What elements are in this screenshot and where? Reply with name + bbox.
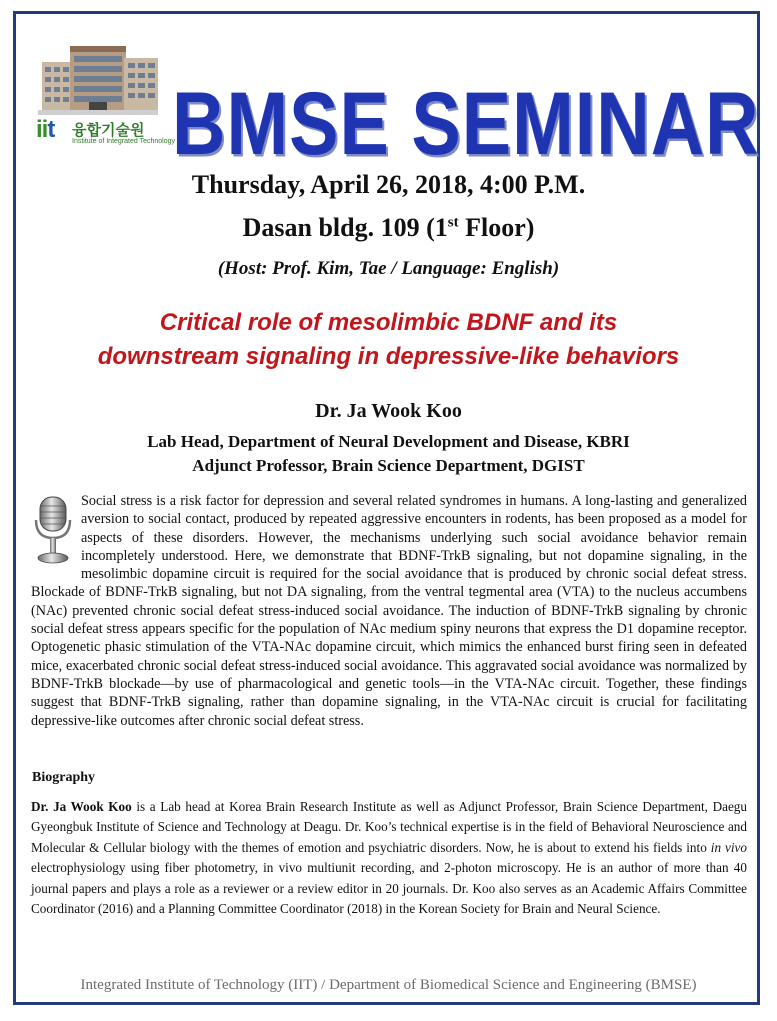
speaker-affiliation-1: Lab Head, Department of Neural Development and Disease, KBRI — [147, 432, 630, 451]
talk-title — [0, 306, 777, 374]
seminar-title: BMSE SEMINAR — [172, 73, 760, 174]
biography-heading: Biography — [32, 770, 96, 785]
event-host: (Host: Prof. Kim, Tae / Language: English) — [217, 258, 560, 279]
biography-name: Dr. Ja Wook Koo — [31, 799, 132, 814]
abstract-text — [31, 492, 747, 730]
talk-title-line2: downstream signaling in depressive-like behaviors — [97, 343, 680, 370]
speaker-name: Dr. Ja Wook Koo — [315, 400, 462, 422]
institute-logo — [34, 40, 175, 152]
logo-english-name: Institute of Integrated Technology — [72, 138, 175, 145]
talk-title-line1: Critical role of mesolimbic BDNF and its — [159, 309, 618, 336]
speaker-affiliation-2: Adjunct Professor, Brain Science Department, DGIST — [192, 456, 585, 475]
biography-text: Dr. Ja Wook Koo is a Lab head at Korea Brain Research Institute as well as Adjunct Professor, Brain Science Department, Daegu Gyeongbuk Institute of Science and Technology at Deagu. Dr. Koo’s technical expertise is in the field of Behavioral Neuroscience and Molecular & Cellular biology with the themes of emotion and psychiatric disorders. Now, he is about to extend his fields into in vivo electrophysiology using fiber photometry, in vivo multiunit recording, and 2-photon microscopy. He is an author of more than 40 journal papers and plays a role as a reviewer or a review editor in 20 journals. Dr. Koo also serves as an Academic Affairs Committee Coordinator (2016) and a Planning Committee Coordinator (2018) in the Korean Society for Brain and Neural Science. — [31, 799, 747, 917]
building-logo-icon — [34, 40, 162, 116]
mic-spacer — [31, 492, 81, 566]
footer-text: Integrated Institute of Technology (IIT) / Department of Biomedical Science and Engineering (BMSE) — [80, 977, 697, 993]
logo-text — [34, 116, 175, 150]
abstract-body: Social stress is a risk factor for depression and several related syndromes in humans. A long-lasting and generalized aversion to social contact, produced by repeated aggressive encounters in rodents, has been proposed as a model for aspects of these disorders. However, the mechanisms underlying such social avoidance behavior remain incompletely understood. Here, we demonstrate that BDNF-TrkB signaling, but not dopamine signaling, in the mesolimbic dopamine circuit is required for the social avoidance that is produced by chronic social defeat stress. Blockade of BDNF-TrkB signaling, but not DA signaling, from the ventral tegmental area (VTA) to the nucleus accumbens (NAc) prevented chronic social defeat stress-induced social avoidance. The induction of BDNF-TrkB signaling by chronic social defeat stress appears specific for the population of NAc medium spiny neurons that express the D1 dopamine receptor. Optogenetic phasic stimulation of the VTA-NAc dopamine circuit, which mimics the enhanced burst firing seen in defeated mice, exacerbated chronic social defeat stress-induced social avoidance. This aggravated social avoidance was normalized by BDNF-TrkB blockade—by use of pharmacological and genetic tools—in the VTA-NAc circuit. Together, these findings suggest that BDNF-TrkB signaling, rather than dopamine signaling, in the VTA-NAc circuit is crucial for facilitating depressive-like outcomes after chronic social defeat stress. — [31, 493, 747, 729]
event-date: Thursday, April 26, 2018, 4:00 P.M. — [191, 170, 586, 199]
event-venue: Dasan bldg. 109 (1st Floor) — [242, 213, 535, 242]
logo-korean-name: 융합기술원 — [72, 121, 145, 139]
logo-mark: iit — [36, 116, 55, 143]
